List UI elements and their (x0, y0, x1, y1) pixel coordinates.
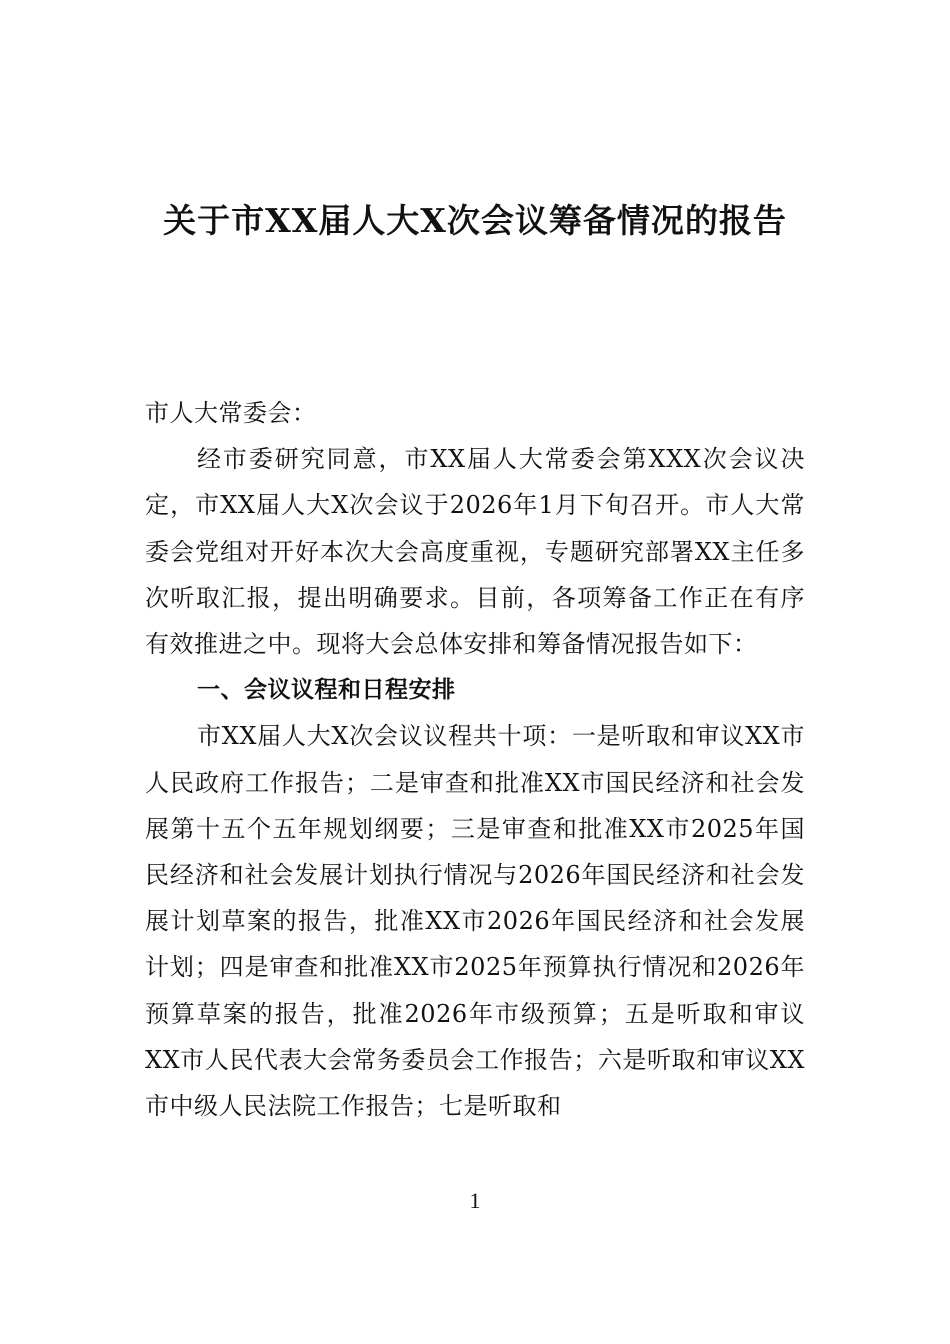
salutation: 市人大常委会： (145, 399, 317, 427)
intro-paragraph: 经市委研究同意，市XX届人大常委会第XXX次会议决定，市XX届人大X次会议于2026年1月下旬召开。市人大常委会党组对开好本次大会高度重视，专题研究部署XX主任多次听取汇报，提出明确要求。目前，各项筹备工作正在有序有效推进之中。现将大会总体安排和筹备情况报告如下： (145, 445, 805, 659)
page-number: 1 (469, 1188, 481, 1213)
section-heading: 一、会议议程和日程安排 (197, 677, 456, 704)
document-body (145, 390, 805, 1129)
agenda-paragraph: 市XX届人大X次会议议程共十项：一是听取和审议XX市人民政府工作报告；二是审查和批准XX市国民经济和社会发展第十五个五年规划纲要；三是审查和批准XX市2025年国民经济和社会发展计划执行情况与2026年国民经济和社会发展计划草案的报告，批准XX市2026年国民经济和社会发展计划；四是审查和批准XX市2025年预算执行情况和2026年预算草案的报告，批准2026年市级预算；五是听取和审议XX市人民代表大会常务委员会工作报告；六是听取和审议XX市中级人民法院工作报告；七是听取和 (145, 722, 805, 1121)
document-title: 关于市XX届人大X次会议筹备情况的报告 (163, 201, 787, 240)
